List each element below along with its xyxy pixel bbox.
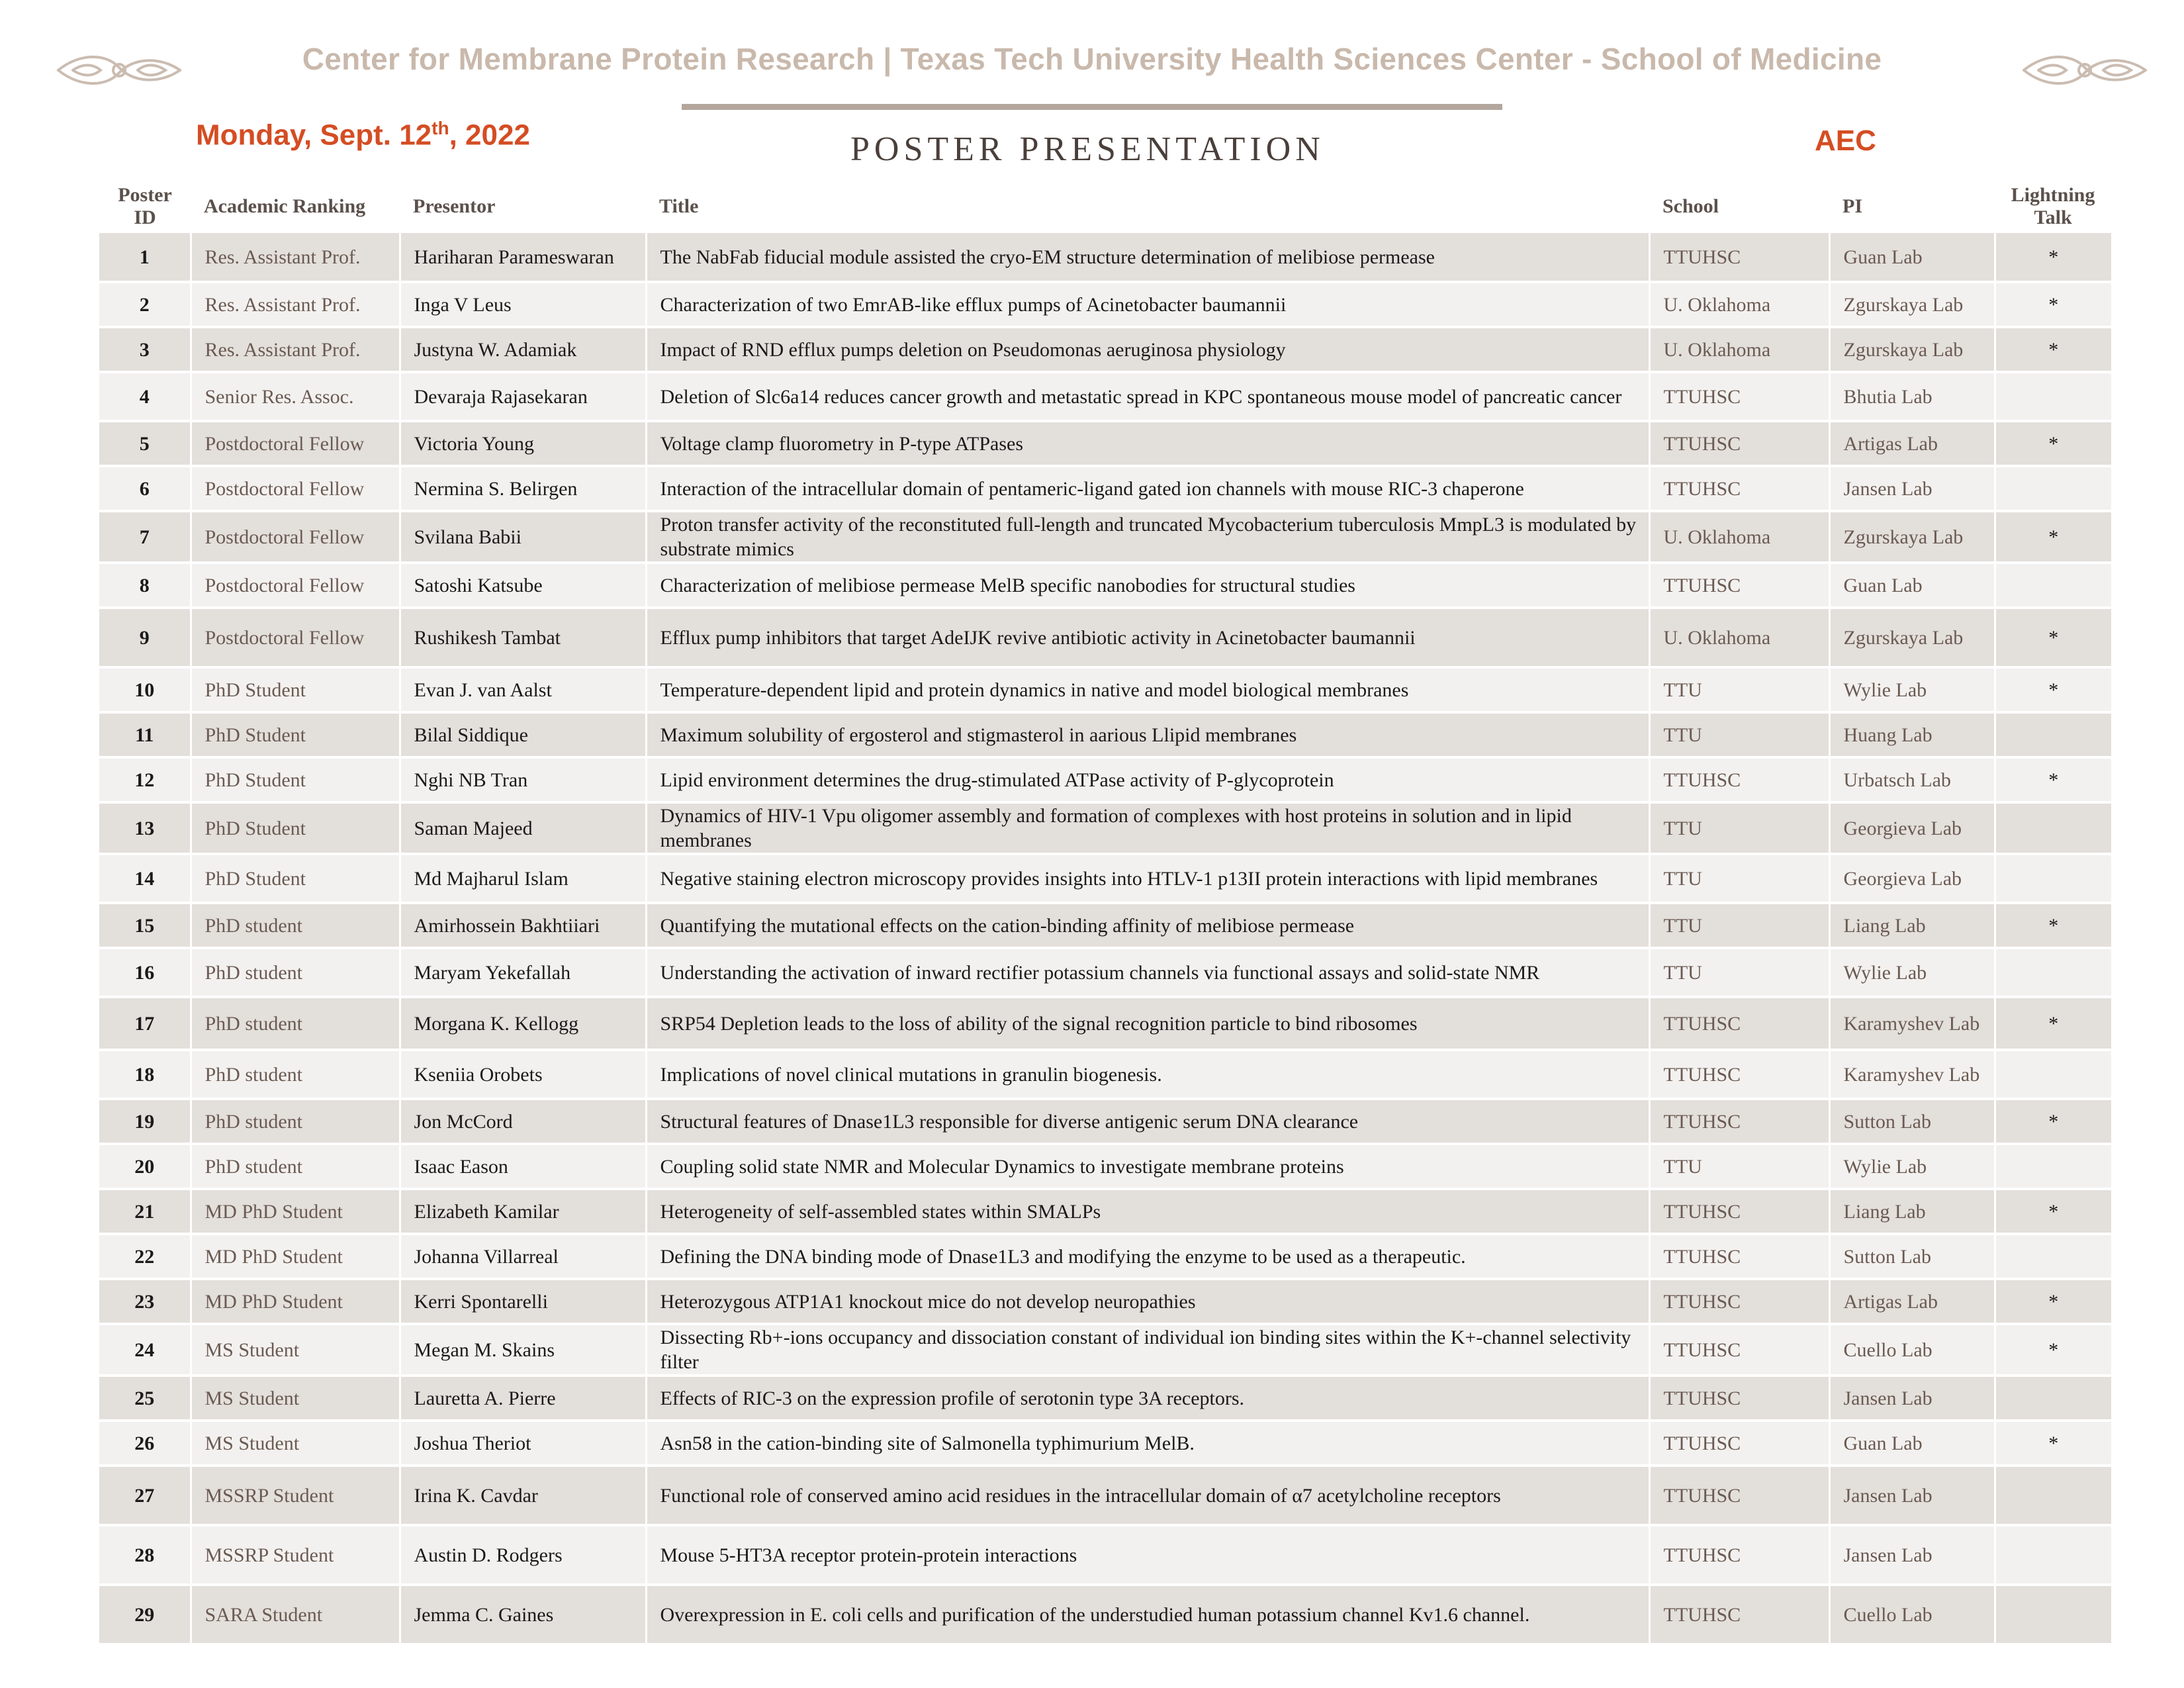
cell-lightning-talk: * [1995, 608, 2111, 667]
cell-title: Understanding the activation of inward rectifier potassium channels via functional assays and solid-state NMR [646, 948, 1649, 997]
cell-title: Heterogeneity of self-assembled states within SMALPs [646, 1189, 1649, 1234]
cell-title: Effects of RIC-3 on the expression profile of serotonin type 3A receptors. [646, 1376, 1649, 1421]
cell-presenter: Kerri Spontarelli [400, 1279, 646, 1324]
cell-poster-id: 20 [99, 1144, 191, 1189]
cell-academic-ranking: Postdoctoral Fellow [191, 466, 400, 511]
cell-poster-id: 25 [99, 1376, 191, 1421]
cell-school: TTU [1649, 712, 1829, 757]
cell-lightning-talk [1995, 854, 2111, 903]
cell-pi: Jansen Lab [1829, 466, 1995, 511]
cell-school: U. Oklahoma [1649, 608, 1829, 667]
cell-pi: Jansen Lab [1829, 1525, 1995, 1585]
cell-poster-id: 24 [99, 1324, 191, 1376]
cell-poster-id: 6 [99, 466, 191, 511]
cell-academic-ranking: PhD Student [191, 854, 400, 903]
cell-presenter: Amirhossein Bakhtiiari [400, 903, 646, 948]
cell-academic-ranking: Res. Assistant Prof. [191, 282, 400, 327]
cell-academic-ranking: MS Student [191, 1421, 400, 1466]
cell-lightning-talk: * [1995, 1189, 2111, 1234]
table-row [99, 712, 2111, 757]
cell-title: Impact of RND efflux pumps deletion on Pseudomonas aeruginosa physiology [646, 327, 1649, 372]
cell-lightning-talk: * [1995, 1099, 2111, 1144]
table-row [99, 1376, 2111, 1421]
table-row [99, 563, 2111, 608]
cell-poster-id: 29 [99, 1585, 191, 1644]
cell-lightning-talk [1995, 712, 2111, 757]
cell-poster-id: 17 [99, 997, 191, 1050]
cell-poster-id: 9 [99, 608, 191, 667]
cell-poster-id: 15 [99, 903, 191, 948]
col-header-academic-ranking: Academic Ranking [204, 195, 366, 217]
table-row [99, 466, 2111, 511]
cell-lightning-talk: * [1995, 903, 2111, 948]
cell-academic-ranking: PhD Student [191, 667, 400, 712]
table-row [99, 1421, 2111, 1466]
cell-title: Interaction of the intracellular domain of pentameric-ligand gated ion channels with mouse RIC-3 chaperone [646, 466, 1649, 511]
cell-title: Quantifying the mutational effects on the cation-binding affinity of melibiose permease [646, 903, 1649, 948]
cell-lightning-talk: * [1995, 1324, 2111, 1376]
cell-school: TTUHSC [1649, 466, 1829, 511]
cell-academic-ranking: Res. Assistant Prof. [191, 233, 400, 282]
cell-school: TTUHSC [1649, 757, 1829, 802]
cell-school: TTUHSC [1649, 563, 1829, 608]
cell-school: U. Oklahoma [1649, 511, 1829, 563]
cell-school: TTUHSC [1649, 1585, 1829, 1644]
cell-lightning-talk [1995, 563, 2111, 608]
cell-pi: Georgieva Lab [1829, 802, 1995, 854]
table-row [99, 327, 2111, 372]
cell-academic-ranking: PhD Student [191, 802, 400, 854]
cell-lightning-talk [1995, 1050, 2111, 1099]
cell-pi: Wylie Lab [1829, 948, 1995, 997]
cell-poster-id: 22 [99, 1234, 191, 1279]
table-row [99, 667, 2111, 712]
table-row [99, 854, 2111, 903]
cell-pi: Wylie Lab [1829, 1144, 1995, 1189]
cell-title: Proton transfer activity of the reconstituted full-length and truncated Mycobacterium tuberculosis MmpL3 is modulated by substrate mimics [646, 511, 1649, 563]
col-header-title: Title [659, 195, 699, 217]
cell-presenter: Nghi NB Tran [400, 757, 646, 802]
header-divider [682, 104, 1502, 110]
table-row [99, 372, 2111, 421]
cell-academic-ranking: MSSRP Student [191, 1525, 400, 1585]
cell-presenter: Nermina S. Belirgen [400, 466, 646, 511]
page-title: POSTER PRESENTATION [850, 130, 1325, 168]
cell-presenter: Irina K. Cavdar [400, 1466, 646, 1525]
cell-school: TTUHSC [1649, 233, 1829, 282]
cell-school: TTU [1649, 854, 1829, 903]
cell-school: U. Oklahoma [1649, 327, 1829, 372]
cell-academic-ranking: MD PhD Student [191, 1189, 400, 1234]
cell-title: Deletion of Slc6a14 reduces cancer growth and metastatic spread in KPC spontaneous mouse model of pancreatic cancer [646, 372, 1649, 421]
cell-poster-id: 14 [99, 854, 191, 903]
cell-lightning-talk [1995, 802, 2111, 854]
cell-pi: Sutton Lab [1829, 1099, 1995, 1144]
cell-poster-id: 28 [99, 1525, 191, 1585]
col-header-poster-id: Poster ID [118, 184, 172, 228]
cell-poster-id: 4 [99, 372, 191, 421]
table-row [99, 421, 2111, 466]
cell-pi: Zgurskaya Lab [1829, 608, 1995, 667]
cell-poster-id: 16 [99, 948, 191, 997]
cell-title: Efflux pump inhibitors that target AdeIJK revive antibiotic activity in Acinetobacter baumannii [646, 608, 1649, 667]
cell-title: Defining the DNA binding mode of Dnase1L3 and modifying the enzyme to be used as a therapeutic. [646, 1234, 1649, 1279]
cell-presenter: Svilana Babii [400, 511, 646, 563]
cell-title: The NabFab fiducial module assisted the cryo-EM structure determination of melibiose permease [646, 233, 1649, 282]
cell-academic-ranking: PhD student [191, 1144, 400, 1189]
cell-academic-ranking: Postdoctoral Fellow [191, 608, 400, 667]
cell-school: TTUHSC [1649, 421, 1829, 466]
cell-title: Voltage clamp fluorometry in P-type ATPases [646, 421, 1649, 466]
cell-presenter: Saman Majeed [400, 802, 646, 854]
cell-lightning-talk [1995, 1585, 2111, 1644]
cell-pi: Guan Lab [1829, 1421, 1995, 1466]
cell-poster-id: 8 [99, 563, 191, 608]
table-row [99, 1525, 2111, 1585]
cell-pi: Sutton Lab [1829, 1234, 1995, 1279]
cell-lightning-talk: * [1995, 997, 2111, 1050]
cell-title: Characterization of two EmrAB-like efflux pumps of Acinetobacter baumannii [646, 282, 1649, 327]
cell-presenter: Lauretta A. Pierre [400, 1376, 646, 1421]
cell-academic-ranking: MS Student [191, 1324, 400, 1376]
venue-label: AEC [1815, 124, 1876, 157]
cell-presenter: Megan M. Skains [400, 1324, 646, 1376]
cell-academic-ranking: Postdoctoral Fellow [191, 563, 400, 608]
cell-title: Dynamics of HIV-1 Vpu oligomer assembly and formation of complexes with host proteins in solution and in lipid membranes [646, 802, 1649, 854]
cell-poster-id: 2 [99, 282, 191, 327]
table-row [99, 1324, 2111, 1376]
table-row [99, 1144, 2111, 1189]
cell-presenter: Morgana K. Kellogg [400, 997, 646, 1050]
cell-academic-ranking: Senior Res. Assoc. [191, 372, 400, 421]
cell-school: TTUHSC [1649, 1421, 1829, 1466]
col-header-presenter: Presentor [413, 195, 496, 217]
cell-academic-ranking: MD PhD Student [191, 1279, 400, 1324]
cell-school: TTUHSC [1649, 1376, 1829, 1421]
cell-title: Functional role of conserved amino acid residues in the intracellular domain of α7 acetylcholine receptors [646, 1466, 1649, 1525]
cell-poster-id: 7 [99, 511, 191, 563]
cell-pi: Zgurskaya Lab [1829, 511, 1995, 563]
cell-presenter: Maryam Yekefallah [400, 948, 646, 997]
cell-title: Overexpression in E. coli cells and purification of the understudied human potassium channel Kv1.6 channel. [646, 1585, 1649, 1644]
cell-school: TTU [1649, 667, 1829, 712]
cell-title: Mouse 5-HT3A receptor protein-protein interactions [646, 1525, 1649, 1585]
cell-pi: Liang Lab [1829, 903, 1995, 948]
cell-academic-ranking: PhD student [191, 903, 400, 948]
cell-pi: Artigas Lab [1829, 1279, 1995, 1324]
cell-title: Coupling solid state NMR and Molecular Dynamics to investigate membrane proteins [646, 1144, 1649, 1189]
cell-lightning-talk [1995, 372, 2111, 421]
cell-presenter: Satoshi Katsube [400, 563, 646, 608]
cell-school: TTU [1649, 802, 1829, 854]
cell-academic-ranking: PhD Student [191, 757, 400, 802]
cell-presenter: Rushikesh Tambat [400, 608, 646, 667]
table-row [99, 1466, 2111, 1525]
cell-title: Implications of novel clinical mutations in granulin biogenesis. [646, 1050, 1649, 1099]
cell-lightning-talk [1995, 1376, 2111, 1421]
cell-poster-id: 26 [99, 1421, 191, 1466]
table-row [99, 1099, 2111, 1144]
cell-poster-id: 27 [99, 1466, 191, 1525]
cell-presenter: Kseniia Orobets [400, 1050, 646, 1099]
table-row [99, 997, 2111, 1050]
cell-lightning-talk: * [1995, 282, 2111, 327]
cell-school: TTU [1649, 903, 1829, 948]
cell-school: TTUHSC [1649, 1324, 1829, 1376]
cell-pi: Georgieva Lab [1829, 854, 1995, 903]
poster-table [99, 180, 2111, 1646]
cell-presenter: Johanna Villarreal [400, 1234, 646, 1279]
cell-presenter: Devaraja Rajasekaran [400, 372, 646, 421]
table-row [99, 1279, 2111, 1324]
date-year: , 2022 [449, 118, 530, 152]
cell-pi: Cuello Lab [1829, 1324, 1995, 1376]
cell-poster-id: 12 [99, 757, 191, 802]
table-row [99, 948, 2111, 997]
table-row [99, 511, 2111, 563]
cell-lightning-talk: * [1995, 757, 2111, 802]
cell-presenter: Bilal Siddique [400, 712, 646, 757]
cell-pi: Artigas Lab [1829, 421, 1995, 466]
cell-academic-ranking: Postdoctoral Fellow [191, 511, 400, 563]
cell-presenter: Jemma C. Gaines [400, 1585, 646, 1644]
cell-poster-id: 5 [99, 421, 191, 466]
cell-presenter: Austin D. Rodgers [400, 1525, 646, 1585]
cell-title: Temperature-dependent lipid and protein dynamics in native and model biological membranes [646, 667, 1649, 712]
cell-presenter: Evan J. van Aalst [400, 667, 646, 712]
table-row [99, 903, 2111, 948]
table-row [99, 282, 2111, 327]
col-header-pi: PI [1843, 195, 1862, 217]
cell-lightning-talk [1995, 1466, 2111, 1525]
cell-academic-ranking: MD PhD Student [191, 1234, 400, 1279]
cell-academic-ranking: MSSRP Student [191, 1466, 400, 1525]
cell-school: TTUHSC [1649, 1099, 1829, 1144]
cell-presenter: Inga V Leus [400, 282, 646, 327]
cell-title: Heterozygous ATP1A1 knockout mice do not develop neuropathies [646, 1279, 1649, 1324]
table-row [99, 1585, 2111, 1644]
cell-academic-ranking: PhD student [191, 1050, 400, 1099]
cell-poster-id: 11 [99, 712, 191, 757]
cell-lightning-talk: * [1995, 327, 2111, 372]
cell-pi: Urbatsch Lab [1829, 757, 1995, 802]
cell-pi: Jansen Lab [1829, 1466, 1995, 1525]
table-row [99, 1234, 2111, 1279]
cell-title: Lipid environment determines the drug-stimulated ATPase activity of P-glycoprotein [646, 757, 1649, 802]
cell-school: TTUHSC [1649, 1234, 1829, 1279]
cell-presenter: Hariharan Parameswaran [400, 233, 646, 282]
cell-school: TTU [1649, 948, 1829, 997]
cell-school: TTUHSC [1649, 1525, 1829, 1585]
cell-academic-ranking: PhD student [191, 1099, 400, 1144]
cell-presenter: Justyna W. Adamiak [400, 327, 646, 372]
cell-academic-ranking: MS Student [191, 1376, 400, 1421]
cell-pi: Zgurskaya Lab [1829, 327, 1995, 372]
cell-pi: Karamyshev Lab [1829, 997, 1995, 1050]
cell-poster-id: 21 [99, 1189, 191, 1234]
cell-presenter: Victoria Young [400, 421, 646, 466]
cell-academic-ranking: SARA Student [191, 1585, 400, 1644]
cell-poster-id: 18 [99, 1050, 191, 1099]
cell-lightning-talk [1995, 466, 2111, 511]
cell-lightning-talk: * [1995, 1279, 2111, 1324]
cell-poster-id: 19 [99, 1099, 191, 1144]
date-text: Monday, Sept. 12 [196, 118, 432, 152]
institution-header: Center for Membrane Protein Research | Texas Tech University Health Sciences Center - School of Medicine [302, 42, 1882, 76]
cell-lightning-talk [1995, 1525, 2111, 1585]
cell-school: U. Oklahoma [1649, 282, 1829, 327]
cell-title: Maximum solubility of ergosterol and stigmasterol in aarious Llipid membranes [646, 712, 1649, 757]
table-row [99, 757, 2111, 802]
table-header-row [99, 180, 2111, 233]
cell-lightning-talk [1995, 948, 2111, 997]
cell-school: TTUHSC [1649, 1279, 1829, 1324]
cell-school: TTUHSC [1649, 997, 1829, 1050]
cell-title: Characterization of melibiose permease MelB specific nanobodies for structural studies [646, 563, 1649, 608]
cell-pi: Cuello Lab [1829, 1585, 1995, 1644]
cell-poster-id: 10 [99, 667, 191, 712]
cell-school: TTUHSC [1649, 1050, 1829, 1099]
cell-school: TTU [1649, 1144, 1829, 1189]
cell-presenter: Jon McCord [400, 1099, 646, 1144]
table-row [99, 608, 2111, 667]
cell-school: TTUHSC [1649, 1189, 1829, 1234]
cell-lightning-talk: * [1995, 667, 2111, 712]
cell-lightning-talk: * [1995, 233, 2111, 282]
cell-poster-id: 23 [99, 1279, 191, 1324]
cell-pi: Guan Lab [1829, 563, 1995, 608]
cell-presenter: Joshua Theriot [400, 1421, 646, 1466]
col-header-lightning-talk: Lightning Talk [2011, 184, 2095, 228]
cell-title: Negative staining electron microscopy provides insights into HTLV-1 p13II protein interactions with lipid membranes [646, 854, 1649, 903]
cell-academic-ranking: PhD student [191, 948, 400, 997]
cell-title: Structural features of Dnase1L3 responsible for diverse antigenic serum DNA clearance [646, 1099, 1649, 1144]
table-row [99, 1189, 2111, 1234]
cell-pi: Wylie Lab [1829, 667, 1995, 712]
cell-pi: Huang Lab [1829, 712, 1995, 757]
cell-academic-ranking: Postdoctoral Fellow [191, 421, 400, 466]
cell-poster-id: 3 [99, 327, 191, 372]
cell-presenter: Md Majharul Islam [400, 854, 646, 903]
cell-presenter: Isaac Eason [400, 1144, 646, 1189]
cell-pi: Liang Lab [1829, 1189, 1995, 1234]
cell-lightning-talk: * [1995, 421, 2111, 466]
cell-pi: Jansen Lab [1829, 1376, 1995, 1421]
cell-academic-ranking: PhD student [191, 997, 400, 1050]
cell-title: SRP54 Depletion leads to the loss of ability of the signal recognition particle to bind ribosomes [646, 997, 1649, 1050]
cell-title: Dissecting Rb+-ions occupancy and dissociation constant of individual ion binding sites within the K+-channel selectivity filter [646, 1324, 1649, 1376]
cell-poster-id: 13 [99, 802, 191, 854]
cell-pi: Guan Lab [1829, 233, 1995, 282]
cell-lightning-talk: * [1995, 511, 2111, 563]
cell-presenter: Elizabeth Kamilar [400, 1189, 646, 1234]
cell-poster-id: 1 [99, 233, 191, 282]
cell-pi: Zgurskaya Lab [1829, 282, 1995, 327]
cell-school: TTUHSC [1649, 1466, 1829, 1525]
cell-lightning-talk [1995, 1234, 2111, 1279]
cell-title: Asn58 in the cation-binding site of Salmonella typhimurium MelB. [646, 1421, 1649, 1466]
cell-academic-ranking: Res. Assistant Prof. [191, 327, 400, 372]
table-row [99, 1050, 2111, 1099]
cell-school: TTUHSC [1649, 372, 1829, 421]
col-header-school: School [1662, 195, 1719, 217]
cell-academic-ranking: PhD Student [191, 712, 400, 757]
cell-lightning-talk: * [1995, 1421, 2111, 1466]
event-date [196, 118, 530, 152]
cell-lightning-talk [1995, 1144, 2111, 1189]
date-suffix: th [432, 118, 449, 138]
table-row [99, 233, 2111, 282]
cell-pi: Karamyshev Lab [1829, 1050, 1995, 1099]
cell-pi: Bhutia Lab [1829, 372, 1995, 421]
table-row [99, 802, 2111, 854]
